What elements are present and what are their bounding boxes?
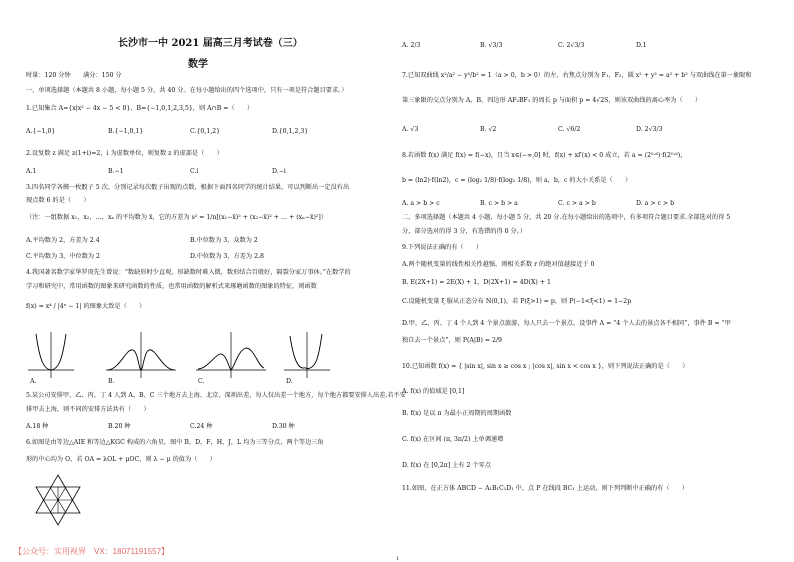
q9-option-c: C.设随机变量 ξ 服从正态分布 N(0,1)，若 P(ξ>1) = p，则 P(−1<ξ<1) = 1−2p [402,298,632,305]
q4-label-d: D. [286,378,293,385]
q6-option-d: D.1 [636,42,647,49]
q5-option-b: B.20 种 [108,423,131,430]
q4-label-b: B. [108,378,115,385]
q10-option-c: C. f(x) 在区间 (π, 3π/2) 上单调递增 [402,436,504,443]
q8-option-d: D. a > c > b [636,200,675,207]
q6-option-b: B. √3/3 [480,42,503,49]
question-4-line-1: 4.我国著名数学家华罗庚先生曾说：“数缺形时少直观，形缺数时难入微，数形结合百般好，隔裂分家万事休。”在数学的 [26,269,351,276]
q9-option-d-line-2: 独自去一个景点”，则 P(A|B) = 2/9 [402,337,502,344]
q10-option-a: A. f(x) 的值域是 [0,1] [402,388,465,395]
q5-option-c: C.24 种 [190,423,213,430]
section-2-line-1: 二、多项选择题（本题共 4 小题，每小题 5 分，共 20 分.在每小题给出的选项中，有多项符合题目要求.全部选对的得 5 [402,214,731,221]
q4-graph-b [106,332,176,378]
q4-label-a: A. [30,378,37,385]
page-number: 1 [396,556,400,562]
subject-title: 数学 [188,59,208,70]
q9-option-b: B. E(2X+1) = 2E(X) + 1，D(2X+1) = 4D(X) + 1 [402,279,551,286]
q8-option-a: A. a > b > c [402,200,440,207]
question-6-line-1: 6.如图是由等边△AIE 和等边△KGC 构成的六角星，图中 B，D，F，H，J，L 均为三等分点，两个等边三角 [26,439,324,446]
q9-option-d-line-1: D.甲、乙、丙、丁 4 个人到 4 个景点旅游，每人只去一个景点，设事件 A = “4 个人去的景点各不相同”，事件 B = “甲 [402,320,731,327]
q3-option-b: B.中位数为 3，众数为 2 [190,237,258,244]
q10-option-d: D. f(x) 在 [0,2π] 上有 2 个零点 [402,462,491,469]
question-1: 1.已知集合 A={x|x² − 4x − 5 < 0}，B={−1,0,1,2,3,5}，则 A∩B =（ ） [26,105,254,112]
q8-option-b: B. c > b > a [480,200,518,207]
q6-option-c: C. 2√3/3 [558,42,585,49]
question-5-line-1: 5.某公司安排甲、乙、丙、丁 4 人到 A、B、C 三个地方去上海、北京、深圳出差，每人仅出差一个地方，每个地方都要安排人出差.若不安 [26,392,406,399]
q2-option-a: A.1 [26,168,37,175]
question-7-line-2: 第三象限的交点分别为 A，B，四边形 AF₂BF₁ 的周长 p 与面积 p = 4√2S，则该双曲线的离心率为（ ） [402,97,702,104]
q3-option-a: A.平均数为 2，方差为 2.4 [26,237,100,244]
q1-option-d: D.{0,1,2,3} [272,128,309,135]
q8-option-c: C. c > a > b [558,200,596,207]
section-1-heading: 一、单项选择题（本题共 8 小题，每小题 5 分，共 40 分。在每小题给出的四个选项中，只有一项是符合题目要求。） [26,87,348,94]
q4-label-c: C. [198,378,205,385]
hexagram-figure [30,472,86,528]
q5-option-d: D.30 种 [272,423,295,430]
q9-option-a: A.两个随机变量的线性相关性越强，则相关系数 r 的绝对值越接近于 0 [402,261,595,268]
q4-graph-c [196,332,266,378]
q2-option-b: B.−1 [108,168,124,175]
question-8-line-1: 8.若函数 f(x) 满足 f(x) = f(−x)，且当 x∈(−∞,0] 时，f(x) + xf′(x) < 0 成立，若 a = (2⁰·⁶)·f(2⁰·⁶)， [402,152,687,159]
exam-meta: 时量：120 分钟 满分：150 分 [26,72,122,79]
q3-option-d: D.中位数为 3，方差为 2.8 [190,253,264,260]
q4-graph-d [284,332,330,378]
question-3-line-1: 3.四名同学各掷一枚骰子 5 次，分别记录每次骰子出现的点数，根据下面四名同学的统计结果，可以判断出一定没有出 [26,184,350,191]
q6-option-a: A. 2/3 [402,42,421,49]
question-10: 10.已知函数 f(x) = { |sin x|, sin x ≥ cos x ; |cos x|, sin x < cos x }，则下列说法正确的是（ ） [402,363,689,370]
q7-option-d: D. 2√3/3 [636,126,663,133]
q10-option-b: B. f(x) 是以 π 为最小正周期的周期函数 [402,410,512,417]
question-3-note: （注：一组数据 x₁，x₂，…，xₙ 的平均数为 x̄，它的方差为 s² = 1/n[(x₁−x̄)² + (x₂−x̄)² + … + (xₙ−x̄)²]） [26,214,327,221]
q1-option-a: A.{−1,0} [26,128,56,135]
section-2-line-2: 分，部分选对的得 3 分，有选错的得 0 分。） [402,228,527,235]
q1-option-c: C.{0,1,2} [190,128,221,135]
question-4-line-3: f(x) = x⁴ / |4ˣ − 1| 的图象大致是（ ） [26,303,146,310]
q7-option-b: B. √2 [480,126,497,133]
question-9: 9.下列说法正确的有（ ） [402,244,483,251]
q2-option-c: C.i [190,168,199,175]
question-6-line-2: 形的中心均为 O，若 OA = λOL + μOC，则 λ − μ 的值为（ ） [26,456,216,463]
q2-option-d: D.−i [272,168,286,175]
question-3-line-2: 现点数 6 的是（ ） [26,197,90,204]
exam-title: 长沙市一中 2021 届高三月考试卷（三） [118,38,303,49]
q1-option-b: B.{−1,0,1} [108,128,144,135]
q4-graph-a [28,332,74,378]
question-2: 2.设复数 z 满足 z(1+i)=2，i 为虚数单位，则复数 z 的虚部是（ ） [26,150,223,157]
question-8-line-2: b = (ln2)·f(ln2)，c = (log₂ 1/8)·f(log₂ 1/8)，则 a，b，c 的大小关系是（ ） [402,177,632,184]
question-11: 11.如图，在正方体 ABCD − A₁B₁C₁D₁ 中，点 P 在线段 BC₁ 上运动，则下列判断中正确的有（ ） [402,485,689,492]
question-5-line-2: 排甲去上海，则不同的安排方法共有（ ） [26,406,150,413]
question-7-line-1: 7.已知双曲线 x²/a² − y²/b² = 1（a > 0，b > 0）的左、右焦点分别为 F₁，F₂，圆 x² + y² = a² + b² 与双曲线在第一象限和 [402,72,752,79]
q5-option-a: A.18 种 [26,423,49,430]
footer-watermark: 【公众号：实用视界 VX：18071191557】 [14,547,170,556]
question-4-line-2: 学习和研究中，常用函数的图象来研究函数的性质，也常用函数的解析式来琢磨函数的图象的特征，则函数 [26,283,317,290]
q7-option-c: C. √6/2 [558,126,581,133]
q7-option-a: A. √3 [402,126,419,133]
q3-option-c: C.平均数为 3，中位数为 2 [26,253,100,260]
